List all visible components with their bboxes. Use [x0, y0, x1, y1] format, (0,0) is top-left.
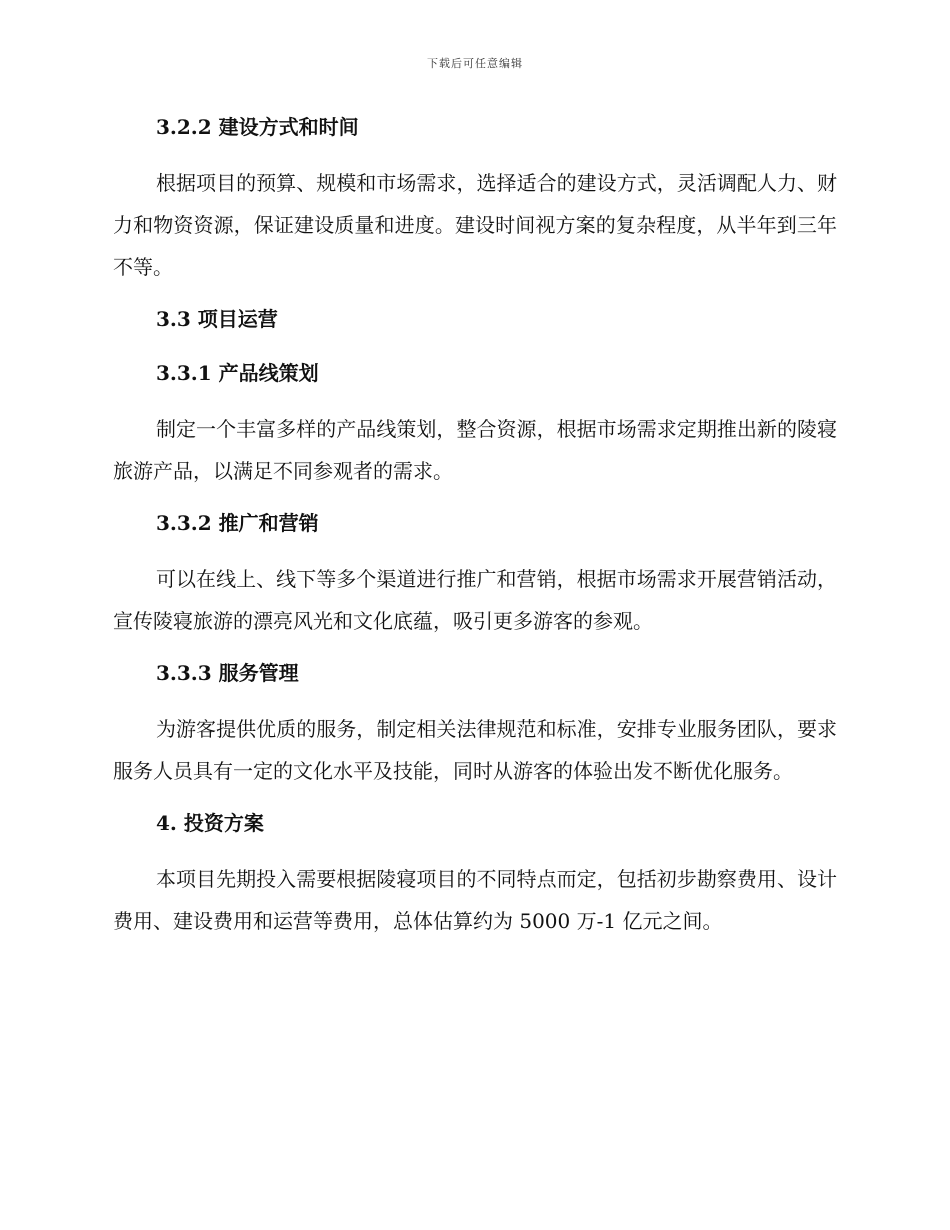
section-heading-3-3-1: 3.3.1 产品线策划: [156, 361, 319, 385]
section-heading-3-3-2: 3.3.2 推广和营销: [156, 511, 319, 535]
paragraph-construction-method: 根据项目的预算、规模和市场需求，选择适合的建设方式，灵活调配人力、财力和物资资源，保证建设质量和进度。建设时间视方案的复杂程度，从半年到三年不等。: [113, 171, 837, 279]
section-heading-4: 4. 投资方案: [156, 811, 264, 835]
section-heading-3-3: 3.3 项目运营: [156, 307, 278, 331]
paragraph-investment: 本项目先期投入需要根据陵寝项目的不同特点而定，包括初步勘察费用、设计费用、建设费用和运营等费用，总体估算约为 5000 万-1 亿元之间。: [113, 867, 837, 933]
paragraph-product-line: 制定一个丰富多样的产品线策划，整合资源，根据市场需求定期推出新的陵寝旅游产品，以满足不同参观者的需求。: [113, 417, 837, 483]
document-body: [113, 108, 837, 954]
paragraph-service-management: 为游客提供优质的服务，制定相关法律规范和标准，安排专业服务团队，要求服务人员具有一定的文化水平及技能，同时从游客的体验出发不断优化服务。: [113, 717, 837, 783]
running-header: 下载后可任意编辑: [427, 57, 523, 70]
section-heading-3-2-2: 3.2.2 建设方式和时间: [156, 115, 359, 139]
section-heading-3-3-3: 3.3.3 服务管理: [156, 661, 299, 685]
paragraph-promotion: 可以在线上、线下等多个渠道进行推广和营销，根据市场需求开展营销活动，宣传陵寝旅游的漂亮风光和文化底蕴，吸引更多游客的参观。: [113, 567, 837, 633]
